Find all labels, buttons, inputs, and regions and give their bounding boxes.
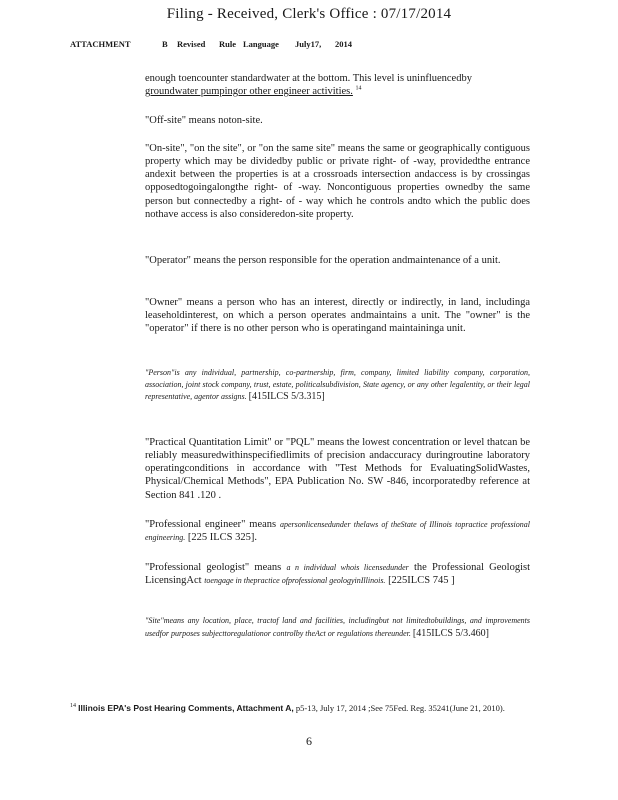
attachment-label: ATTACHMENT [70, 39, 131, 49]
person-citation: [415ILCS 5/3.315] [248, 391, 325, 403]
footnote-number: 14 [70, 703, 76, 710]
footnote-ref: 14 [355, 85, 362, 92]
onsite-definition: "On-site", "on the site", or "on the same site" means the same or geographically contiguous property which may be dividedby public or private right- of -way, providedthe entrance andexit between the properties is at a crossroads intersection andaccess is by crossingas opposedtogoingalongthe right- of -way. Noncontiguous properties ownedby the same person but connectedby a right- of - way which he controls andto which the public does nothave access is also consideredon-site property. [145, 143, 530, 220]
pg-citation: [225ILCS 745 ] [388, 575, 455, 587]
pql-definition: "Practical Quantitation Limit" or "PQL" means the lowest concentration or level thatcan be reliably measuredwithinspecifiedlimits of precision andaccuracy duringroutine laboratory operatingconditions in accordance with "Test Methods for EvaluatingSolidWastes, Physical/Chemical Methods", EPA Publication No. SW -846, incorporatedby reference at Section 841 .120 . [145, 437, 530, 501]
footnote [70, 702, 540, 715]
page-number: 6 [306, 734, 312, 748]
site-citation: [415ILCS 5/3.460] [412, 627, 490, 639]
year-label: 2014 [335, 39, 352, 49]
operator-definition: "Operator" means the person responsible for the operation andmaintenance of a unit. [145, 255, 501, 266]
offsite-definition: "Off-site" means noton-site. [145, 115, 263, 126]
pe-citation: [225 ILCS 325]. [187, 532, 257, 544]
pe-text: apersonlicensedunder thelaws of theState of Illinois topractice professional engineering. [145, 520, 531, 543]
pg-text: a n individual whois licensedunder [286, 563, 409, 572]
site-definition [145, 615, 530, 641]
intro-line1: enough toencounter standardwater at the bottom. This level is uninfluencedby [145, 73, 472, 84]
professional-engineer-definition [145, 518, 530, 544]
footnote-detail: p5-13, July 17, 2014 ;See 75Fed. Reg. 35241(June 21, 2010). [295, 703, 505, 713]
language-label: Language [243, 39, 279, 49]
rule-label: Rule [219, 39, 236, 49]
filing-stamp: Filing - Received, Clerk's Office : 07/17/2014 [166, 6, 452, 22]
date-label: July17, [295, 39, 322, 49]
attachment-header [70, 39, 352, 49]
attachment-letter: B [162, 39, 168, 49]
site-text: "Site"means any location, place, tractof land and facilities, includingbut not limitedtobuildings, and improvements usedfor purposes subjecttoregulationor controlby theAct or regulations thereunder. [145, 616, 530, 638]
pg-lead: "Professional geologist" means [145, 562, 282, 573]
person-text: "Person"is any individual, partnership, co-partnership, firm, company, limited liability company, corporation, association, joint stock company, trust, estate, politicalsubdivision, State agency, or any other legalentity, or their legal representative, agentor assigns. [145, 368, 530, 402]
intro-line2: groundwater pumpingor other engineer activities. [145, 86, 353, 98]
owner-definition: "Owner" means a person who has an interest, directly or indirectly, in land, includinga leaseholdinterest, on which a person operates andmaintains a unit. The "owner" is the "operator" if there is no other person who is operatingand maintaininga unit. [145, 297, 530, 335]
person-definition [145, 367, 530, 405]
pg-text2: toengage in thepractice ofprofessional geologyinIllinois. [204, 576, 386, 586]
footnote-source: Illinois EPA's Post Hearing Comments, Attachment A, [78, 703, 294, 713]
revised-label: Revised [177, 39, 206, 49]
intro-paragraph [145, 72, 530, 98]
pg-mid: the Professional Geologist LicensingAct [145, 562, 531, 587]
pe-lead: "Professional engineer" means [145, 519, 277, 530]
professional-geologist-definition [145, 561, 530, 587]
